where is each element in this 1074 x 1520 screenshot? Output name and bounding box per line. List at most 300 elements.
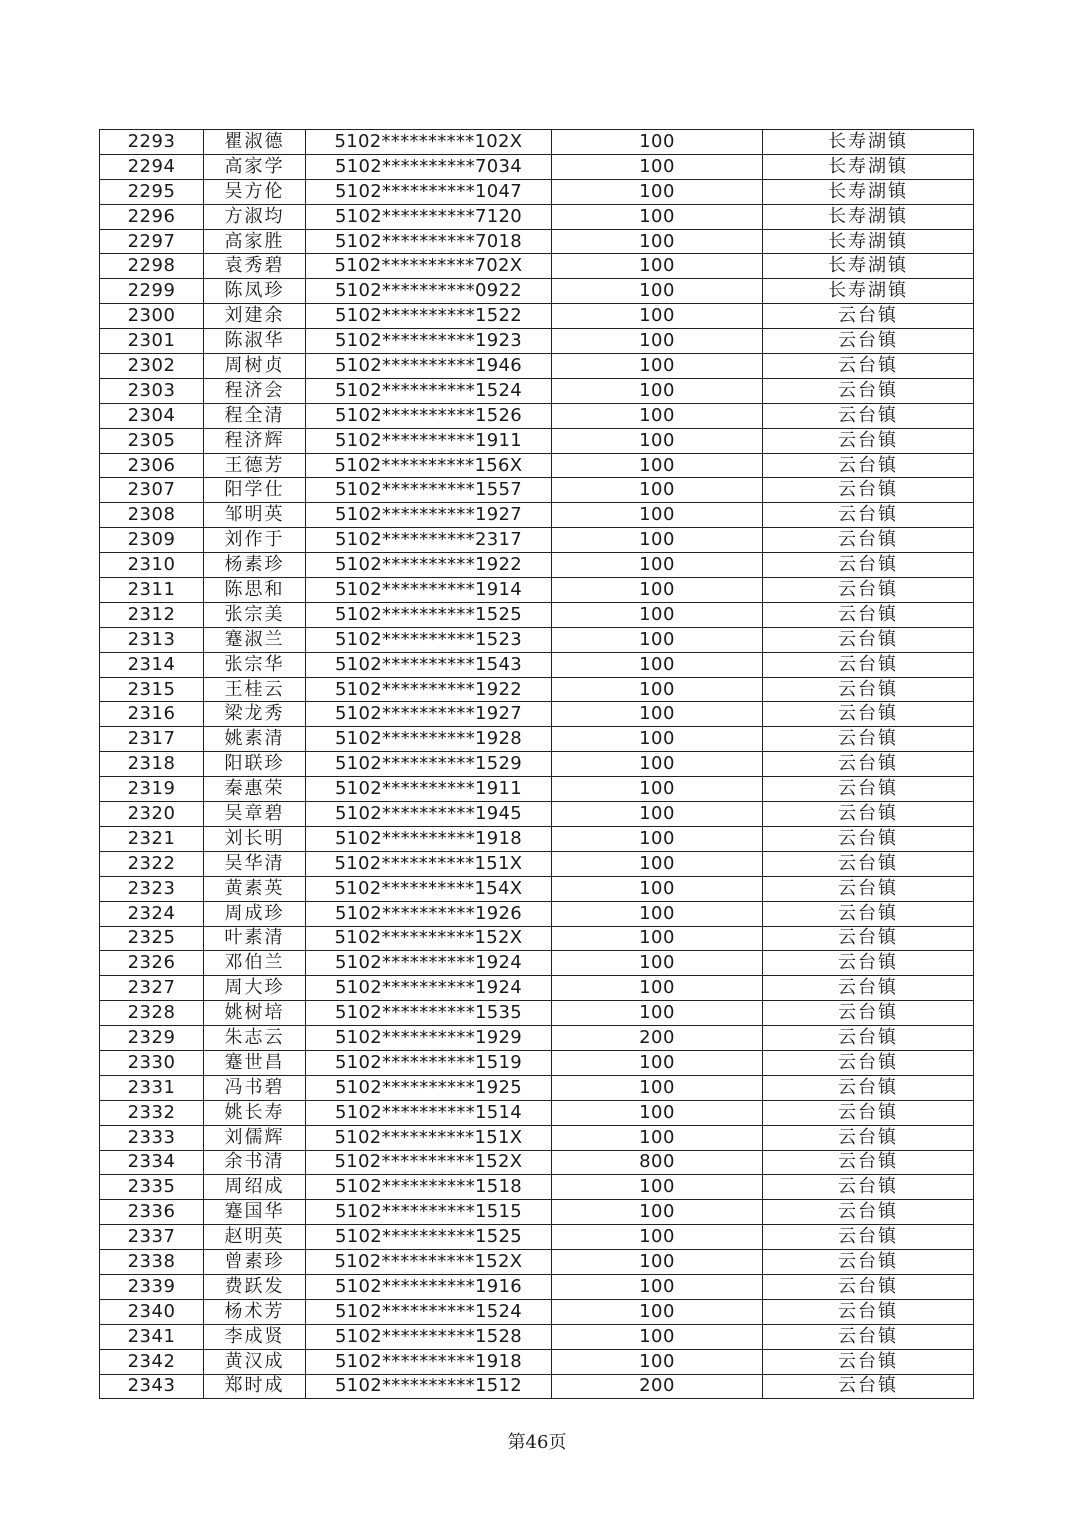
amount-cell: 100 <box>552 553 763 578</box>
town-cell: 云台镇 <box>763 1050 974 1075</box>
name-cell: 梁龙秀 <box>204 702 306 727</box>
row-number-cell: 2300 <box>100 304 204 329</box>
amount-cell: 100 <box>552 1349 763 1374</box>
row-number-cell: 2305 <box>100 428 204 453</box>
table-row <box>100 627 974 652</box>
name-cell: 姚树培 <box>204 1001 306 1026</box>
id-number-cell: 5102**********1929 <box>306 1026 552 1051</box>
id-number-cell: 5102**********2317 <box>306 528 552 553</box>
town-cell: 长寿湖镇 <box>763 254 974 279</box>
name-cell: 阳联珍 <box>204 752 306 777</box>
table-row <box>100 901 974 926</box>
table-row <box>100 976 974 1001</box>
name-cell: 方淑均 <box>204 204 306 229</box>
id-number-cell: 5102**********1519 <box>306 1050 552 1075</box>
id-number-cell: 5102**********1518 <box>306 1175 552 1200</box>
town-cell: 云台镇 <box>763 304 974 329</box>
name-cell: 阳学仕 <box>204 478 306 503</box>
id-number-cell: 5102**********152X <box>306 926 552 951</box>
table-row <box>100 528 974 553</box>
row-number-cell: 2312 <box>100 602 204 627</box>
id-number-cell: 5102**********1927 <box>306 503 552 528</box>
id-number-cell: 5102**********156X <box>306 453 552 478</box>
name-cell: 秦惠荣 <box>204 777 306 802</box>
amount-cell: 100 <box>552 1299 763 1324</box>
name-cell: 赵明英 <box>204 1225 306 1250</box>
table-row <box>100 578 974 603</box>
amount-cell: 100 <box>552 752 763 777</box>
town-cell: 云台镇 <box>763 1299 974 1324</box>
table-row <box>100 254 974 279</box>
id-number-cell: 5102**********1047 <box>306 179 552 204</box>
table-row <box>100 1200 974 1225</box>
name-cell: 周绍成 <box>204 1175 306 1200</box>
amount-cell: 100 <box>552 279 763 304</box>
name-cell: 周大珍 <box>204 976 306 1001</box>
row-number-cell: 2294 <box>100 154 204 179</box>
town-cell: 云台镇 <box>763 403 974 428</box>
id-number-cell: 5102**********1925 <box>306 1075 552 1100</box>
id-number-cell: 5102**********1515 <box>306 1200 552 1225</box>
table-row <box>100 802 974 827</box>
amount-cell: 100 <box>552 528 763 553</box>
row-number-cell: 2324 <box>100 901 204 926</box>
amount-cell: 100 <box>552 578 763 603</box>
name-cell: 吴章碧 <box>204 802 306 827</box>
row-number-cell: 2330 <box>100 1050 204 1075</box>
name-cell: 刘长明 <box>204 826 306 851</box>
id-number-cell: 5102**********1543 <box>306 652 552 677</box>
amount-cell: 100 <box>552 354 763 379</box>
town-cell: 云台镇 <box>763 1200 974 1225</box>
name-cell: 刘建余 <box>204 304 306 329</box>
town-cell: 云台镇 <box>763 1125 974 1150</box>
row-number-cell: 2320 <box>100 802 204 827</box>
name-cell: 杨素珍 <box>204 553 306 578</box>
amount-cell: 100 <box>552 503 763 528</box>
name-cell: 吴方伦 <box>204 179 306 204</box>
row-number-cell: 2335 <box>100 1175 204 1200</box>
table-row <box>100 851 974 876</box>
row-number-cell: 2307 <box>100 478 204 503</box>
amount-cell: 100 <box>552 951 763 976</box>
id-number-cell: 5102**********1557 <box>306 478 552 503</box>
table-row <box>100 1075 974 1100</box>
town-cell: 云台镇 <box>763 777 974 802</box>
town-cell: 云台镇 <box>763 528 974 553</box>
id-number-cell: 5102**********1535 <box>306 1001 552 1026</box>
row-number-cell: 2332 <box>100 1100 204 1125</box>
town-cell: 云台镇 <box>763 926 974 951</box>
amount-cell: 100 <box>552 1001 763 1026</box>
name-cell: 陈思和 <box>204 578 306 603</box>
row-number-cell: 2298 <box>100 254 204 279</box>
row-number-cell: 2331 <box>100 1075 204 1100</box>
amount-cell: 100 <box>552 329 763 354</box>
table-row <box>100 378 974 403</box>
table-row <box>100 1001 974 1026</box>
town-cell: 云台镇 <box>763 627 974 652</box>
name-cell: 刘作于 <box>204 528 306 553</box>
name-cell: 邹明英 <box>204 503 306 528</box>
amount-cell: 100 <box>552 154 763 179</box>
row-number-cell: 2316 <box>100 702 204 727</box>
name-cell: 程济辉 <box>204 428 306 453</box>
amount-cell: 100 <box>552 727 763 752</box>
town-cell: 云台镇 <box>763 1026 974 1051</box>
table-row <box>100 752 974 777</box>
town-cell: 云台镇 <box>763 1100 974 1125</box>
id-number-cell: 5102**********0922 <box>306 279 552 304</box>
name-cell: 刘儒辉 <box>204 1125 306 1150</box>
amount-cell: 100 <box>552 304 763 329</box>
town-cell: 云台镇 <box>763 1225 974 1250</box>
table-row <box>100 204 974 229</box>
row-number-cell: 2328 <box>100 1001 204 1026</box>
name-cell: 张宗美 <box>204 602 306 627</box>
table-row <box>100 229 974 254</box>
table-row <box>100 677 974 702</box>
town-cell: 云台镇 <box>763 1274 974 1299</box>
name-cell: 李成贤 <box>204 1324 306 1349</box>
id-number-cell: 5102**********152X <box>306 1150 552 1175</box>
amount-cell: 100 <box>552 1274 763 1299</box>
id-number-cell: 5102**********1928 <box>306 727 552 752</box>
amount-cell: 100 <box>552 1100 763 1125</box>
id-number-cell: 5102**********1945 <box>306 802 552 827</box>
row-number-cell: 2302 <box>100 354 204 379</box>
id-number-cell: 5102**********702X <box>306 254 552 279</box>
row-number-cell: 2319 <box>100 777 204 802</box>
row-number-cell: 2342 <box>100 1349 204 1374</box>
id-number-cell: 5102**********1916 <box>306 1274 552 1299</box>
town-cell: 云台镇 <box>763 802 974 827</box>
row-number-cell: 2304 <box>100 403 204 428</box>
table-row <box>100 179 974 204</box>
id-number-cell: 5102**********1911 <box>306 777 552 802</box>
name-cell: 费跃发 <box>204 1274 306 1299</box>
amount-cell: 100 <box>552 602 763 627</box>
name-cell: 张宗华 <box>204 652 306 677</box>
id-number-cell: 5102**********1525 <box>306 602 552 627</box>
amount-cell: 100 <box>552 777 763 802</box>
name-cell: 陈凤珍 <box>204 279 306 304</box>
table-row <box>100 1026 974 1051</box>
name-cell: 黄素英 <box>204 876 306 901</box>
town-cell: 云台镇 <box>763 478 974 503</box>
table-row <box>100 279 974 304</box>
town-cell: 云台镇 <box>763 951 974 976</box>
table-row <box>100 1175 974 1200</box>
id-number-cell: 5102**********1911 <box>306 428 552 453</box>
table-row <box>100 428 974 453</box>
town-cell: 云台镇 <box>763 876 974 901</box>
amount-cell: 100 <box>552 1075 763 1100</box>
row-number-cell: 2299 <box>100 279 204 304</box>
row-number-cell: 2321 <box>100 826 204 851</box>
table-row <box>100 329 974 354</box>
table-row <box>100 1250 974 1275</box>
row-number-cell: 2327 <box>100 976 204 1001</box>
town-cell: 云台镇 <box>763 727 974 752</box>
row-number-cell: 2329 <box>100 1026 204 1051</box>
id-number-cell: 5102**********151X <box>306 851 552 876</box>
id-number-cell: 5102**********7018 <box>306 229 552 254</box>
row-number-cell: 2303 <box>100 378 204 403</box>
amount-cell: 100 <box>552 453 763 478</box>
row-number-cell: 2308 <box>100 503 204 528</box>
amount-cell: 800 <box>552 1150 763 1175</box>
table-row <box>100 926 974 951</box>
table-row <box>100 503 974 528</box>
row-number-cell: 2326 <box>100 951 204 976</box>
amount-cell: 100 <box>552 179 763 204</box>
id-number-cell: 5102**********1512 <box>306 1374 552 1399</box>
name-cell: 瞿淑德 <box>204 130 306 155</box>
name-cell: 曾素珍 <box>204 1250 306 1275</box>
table-row <box>100 478 974 503</box>
id-number-cell: 5102**********151X <box>306 1125 552 1150</box>
name-cell: 杨术芳 <box>204 1299 306 1324</box>
id-number-cell: 5102**********7120 <box>306 204 552 229</box>
id-number-cell: 5102**********1946 <box>306 354 552 379</box>
town-cell: 长寿湖镇 <box>763 279 974 304</box>
row-number-cell: 2336 <box>100 1200 204 1225</box>
row-number-cell: 2323 <box>100 876 204 901</box>
row-number-cell: 2341 <box>100 1324 204 1349</box>
town-cell: 云台镇 <box>763 677 974 702</box>
row-number-cell: 2340 <box>100 1299 204 1324</box>
town-cell: 云台镇 <box>763 503 974 528</box>
amount-cell: 100 <box>552 702 763 727</box>
id-number-cell: 5102**********152X <box>306 1250 552 1275</box>
row-number-cell: 2333 <box>100 1125 204 1150</box>
row-number-cell: 2297 <box>100 229 204 254</box>
town-cell: 长寿湖镇 <box>763 130 974 155</box>
name-cell: 王桂云 <box>204 677 306 702</box>
town-cell: 长寿湖镇 <box>763 229 974 254</box>
row-number-cell: 2293 <box>100 130 204 155</box>
town-cell: 云台镇 <box>763 1175 974 1200</box>
name-cell: 黄汉成 <box>204 1349 306 1374</box>
table-row <box>100 1050 974 1075</box>
table-row <box>100 154 974 179</box>
amount-cell: 100 <box>552 1250 763 1275</box>
table-row <box>100 1274 974 1299</box>
town-cell: 长寿湖镇 <box>763 179 974 204</box>
town-cell: 云台镇 <box>763 428 974 453</box>
amount-cell: 100 <box>552 378 763 403</box>
amount-cell: 100 <box>552 627 763 652</box>
table-row <box>100 1349 974 1374</box>
amount-cell: 100 <box>552 403 763 428</box>
town-cell: 长寿湖镇 <box>763 154 974 179</box>
town-cell: 云台镇 <box>763 1001 974 1026</box>
town-cell: 云台镇 <box>763 1324 974 1349</box>
name-cell: 姚长寿 <box>204 1100 306 1125</box>
name-cell: 王德芳 <box>204 453 306 478</box>
row-number-cell: 2311 <box>100 578 204 603</box>
id-number-cell: 5102**********1524 <box>306 378 552 403</box>
table-row <box>100 1150 974 1175</box>
town-cell: 云台镇 <box>763 378 974 403</box>
town-cell: 云台镇 <box>763 354 974 379</box>
table-body <box>100 130 974 1399</box>
row-number-cell: 2295 <box>100 179 204 204</box>
id-number-cell: 5102**********102X <box>306 130 552 155</box>
row-number-cell: 2339 <box>100 1274 204 1299</box>
amount-cell: 100 <box>552 478 763 503</box>
town-cell: 云台镇 <box>763 602 974 627</box>
amount-cell: 100 <box>552 1225 763 1250</box>
town-cell: 云台镇 <box>763 702 974 727</box>
amount-cell: 100 <box>552 1050 763 1075</box>
table-row <box>100 652 974 677</box>
name-cell: 郑时成 <box>204 1374 306 1399</box>
id-number-cell: 5102**********1523 <box>306 627 552 652</box>
amount-cell: 100 <box>552 677 763 702</box>
table-row <box>100 727 974 752</box>
table-row <box>100 602 974 627</box>
id-number-cell: 5102**********1922 <box>306 677 552 702</box>
table-row <box>100 130 974 155</box>
table-row <box>100 354 974 379</box>
name-cell: 邓伯兰 <box>204 951 306 976</box>
table-row <box>100 304 974 329</box>
name-cell: 高家胜 <box>204 229 306 254</box>
amount-cell: 100 <box>552 1125 763 1150</box>
page-number: 第46页 <box>507 1432 567 1453</box>
row-number-cell: 2296 <box>100 204 204 229</box>
id-number-cell: 5102**********154X <box>306 876 552 901</box>
id-number-cell: 5102**********1525 <box>306 1225 552 1250</box>
name-cell: 冯书碧 <box>204 1075 306 1100</box>
table-row <box>100 553 974 578</box>
id-number-cell: 5102**********1914 <box>306 578 552 603</box>
table-row <box>100 1225 974 1250</box>
town-cell: 云台镇 <box>763 1150 974 1175</box>
row-number-cell: 2337 <box>100 1225 204 1250</box>
id-number-cell: 5102**********1522 <box>306 304 552 329</box>
amount-cell: 100 <box>552 976 763 1001</box>
id-number-cell: 5102**********1524 <box>306 1299 552 1324</box>
id-number-cell: 5102**********1924 <box>306 976 552 1001</box>
table-row <box>100 876 974 901</box>
town-cell: 云台镇 <box>763 1250 974 1275</box>
table-row <box>100 777 974 802</box>
name-cell: 周成珍 <box>204 901 306 926</box>
amount-cell: 100 <box>552 926 763 951</box>
name-cell: 叶素清 <box>204 926 306 951</box>
row-number-cell: 2338 <box>100 1250 204 1275</box>
table-row <box>100 1299 974 1324</box>
row-number-cell: 2309 <box>100 528 204 553</box>
row-number-cell: 2317 <box>100 727 204 752</box>
name-cell: 高家学 <box>204 154 306 179</box>
town-cell: 云台镇 <box>763 976 974 1001</box>
id-number-cell: 5102**********7034 <box>306 154 552 179</box>
town-cell: 云台镇 <box>763 652 974 677</box>
table-row <box>100 1324 974 1349</box>
amount-cell: 100 <box>552 1175 763 1200</box>
town-cell: 云台镇 <box>763 826 974 851</box>
name-cell: 姚素清 <box>204 727 306 752</box>
table-row <box>100 826 974 851</box>
amount-cell: 100 <box>552 826 763 851</box>
amount-cell: 100 <box>552 1200 763 1225</box>
town-cell: 云台镇 <box>763 578 974 603</box>
amount-cell: 100 <box>552 652 763 677</box>
town-cell: 云台镇 <box>763 453 974 478</box>
amount-cell: 100 <box>552 901 763 926</box>
id-number-cell: 5102**********1918 <box>306 826 552 851</box>
row-number-cell: 2306 <box>100 453 204 478</box>
amount-cell: 200 <box>552 1026 763 1051</box>
name-cell: 周树贞 <box>204 354 306 379</box>
row-number-cell: 2322 <box>100 851 204 876</box>
row-number-cell: 2310 <box>100 553 204 578</box>
name-cell: 吴华清 <box>204 851 306 876</box>
name-cell: 程济会 <box>204 378 306 403</box>
id-number-cell: 5102**********1529 <box>306 752 552 777</box>
id-number-cell: 5102**********1926 <box>306 901 552 926</box>
amount-cell: 100 <box>552 1324 763 1349</box>
amount-cell: 100 <box>552 204 763 229</box>
id-number-cell: 5102**********1922 <box>306 553 552 578</box>
name-cell: 蹇国华 <box>204 1200 306 1225</box>
row-number-cell: 2301 <box>100 329 204 354</box>
town-cell: 长寿湖镇 <box>763 204 974 229</box>
name-cell: 袁秀碧 <box>204 254 306 279</box>
town-cell: 云台镇 <box>763 752 974 777</box>
row-number-cell: 2318 <box>100 752 204 777</box>
row-number-cell: 2313 <box>100 627 204 652</box>
row-number-cell: 2314 <box>100 652 204 677</box>
amount-cell: 100 <box>552 428 763 453</box>
table-row <box>100 702 974 727</box>
amount-cell: 100 <box>552 876 763 901</box>
id-number-cell: 5102**********1514 <box>306 1100 552 1125</box>
row-number-cell: 2343 <box>100 1374 204 1399</box>
town-cell: 云台镇 <box>763 1374 974 1399</box>
amount-cell: 100 <box>552 802 763 827</box>
id-number-cell: 5102**********1526 <box>306 403 552 428</box>
town-cell: 云台镇 <box>763 553 974 578</box>
table-row <box>100 1374 974 1399</box>
table-row <box>100 453 974 478</box>
town-cell: 云台镇 <box>763 1075 974 1100</box>
amount-cell: 200 <box>552 1374 763 1399</box>
id-number-cell: 5102**********1923 <box>306 329 552 354</box>
table-row <box>100 1125 974 1150</box>
amount-cell: 100 <box>552 851 763 876</box>
town-cell: 云台镇 <box>763 851 974 876</box>
row-number-cell: 2334 <box>100 1150 204 1175</box>
amount-cell: 100 <box>552 254 763 279</box>
name-cell: 余书清 <box>204 1150 306 1175</box>
data-table <box>99 129 974 1399</box>
name-cell: 朱志云 <box>204 1026 306 1051</box>
row-number-cell: 2315 <box>100 677 204 702</box>
town-cell: 云台镇 <box>763 329 974 354</box>
id-number-cell: 5102**********1927 <box>306 702 552 727</box>
name-cell: 蹇世昌 <box>204 1050 306 1075</box>
table-row <box>100 1100 974 1125</box>
name-cell: 陈淑华 <box>204 329 306 354</box>
id-number-cell: 5102**********1918 <box>306 1349 552 1374</box>
amount-cell: 100 <box>552 229 763 254</box>
town-cell: 云台镇 <box>763 901 974 926</box>
